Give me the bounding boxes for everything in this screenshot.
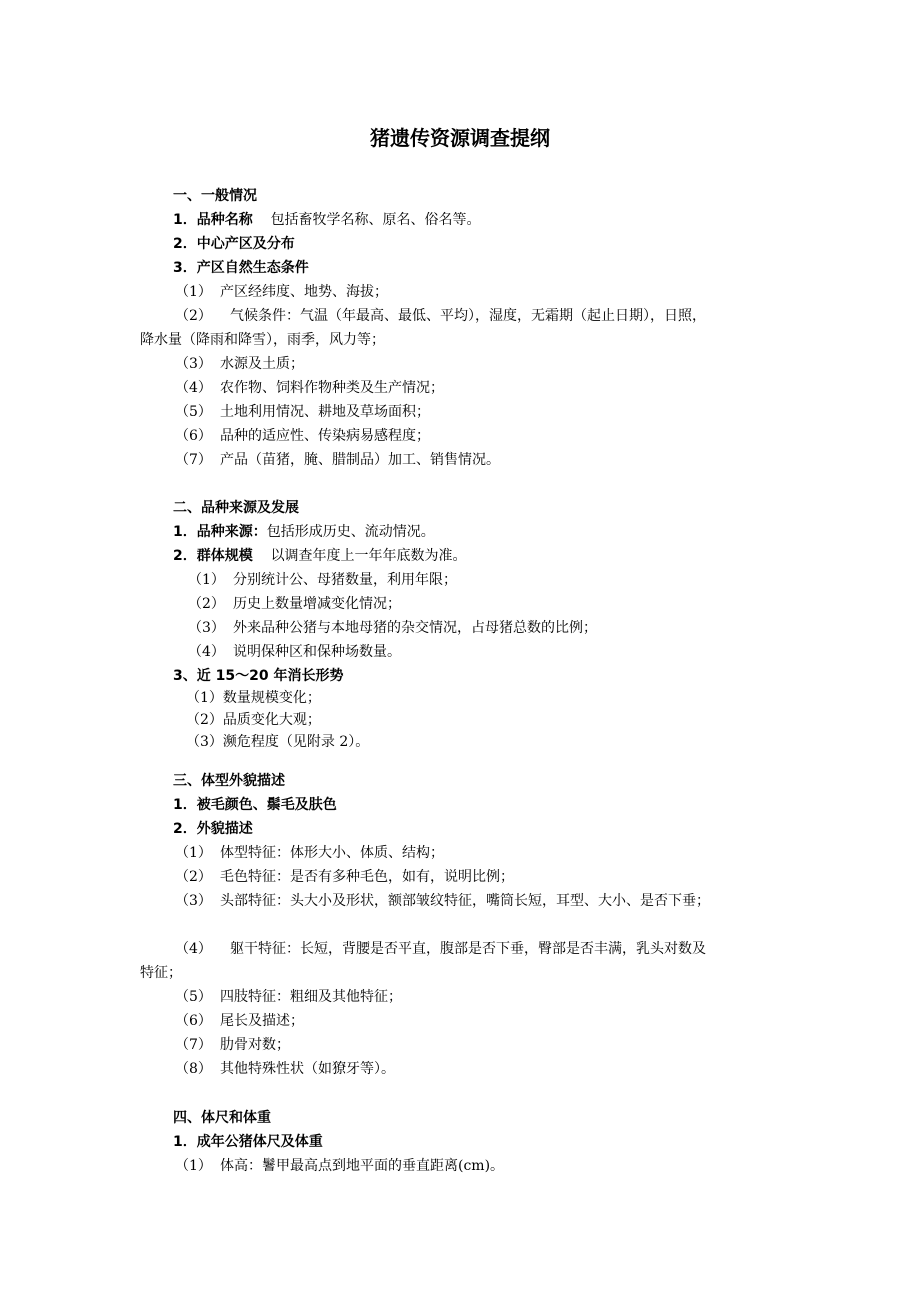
section-2-heading: 二、品种来源及发展 xyxy=(173,500,299,516)
s3-sub-7-num: （7） xyxy=(175,1037,212,1053)
s3-sub-2 xyxy=(175,867,514,887)
s1-item-3: 3．产区自然生态条件 xyxy=(173,260,309,276)
s3-sub-7-text: 肋骨对数； xyxy=(220,1037,290,1053)
document-title: 猪遗传资源调查提纲 xyxy=(370,126,550,150)
s1-sub-5 xyxy=(175,402,430,422)
s1-sub-7-num: （7） xyxy=(175,452,212,468)
s2-sub-2-num: （2） xyxy=(188,596,225,612)
s3-sub-4-text-a: 躯干特征：长短，背腰是否平直，腹部是否下垂，臀部是否丰满，乳头对数及 xyxy=(230,941,706,957)
s1-item-1-label: 1．品种名称 xyxy=(173,212,253,228)
s3-sub-3-num: （3） xyxy=(175,893,212,909)
s2-sub-3-text: 外来品种公猪与本地母猪的杂交情况，占母猪总数的比例； xyxy=(233,620,597,636)
s1-item-1-text: 包括畜牧学名称、原名、俗名等。 xyxy=(270,212,481,228)
s2-sub-3 xyxy=(188,618,597,638)
s2-sub-1 xyxy=(188,570,457,590)
s3-sub-1 xyxy=(175,843,444,863)
s3-sub-8 xyxy=(175,1059,395,1079)
s2-sub-2 xyxy=(188,594,401,614)
s2-sub-1-num: （1） xyxy=(188,572,225,588)
s4-sub-1 xyxy=(175,1156,504,1176)
s1-sub-2-cont: 降水量（降雨和降雪），雨季，风力等； xyxy=(140,332,385,348)
s1-sub-2 xyxy=(175,306,706,326)
s3-sub-4-cont: 特征； xyxy=(140,965,182,981)
s3-sub-8-text: 其他特殊性状（如獠牙等）。 xyxy=(220,1061,395,1077)
s3-sub-5 xyxy=(175,987,402,1007)
s2-sub-1-text: 分别统计公、母猪数量，利用年限； xyxy=(233,572,457,588)
section-3-heading: 三、体型外貌描述 xyxy=(173,773,285,789)
s3-sub-3 xyxy=(175,891,710,911)
s1-sub-1-text: 产区经纬度、地势、海拔； xyxy=(220,284,388,300)
s1-sub-3-text: 水源及土质； xyxy=(220,356,304,372)
s3-sub-4 xyxy=(175,939,706,959)
s3-sub-3-text: 头部特征：头大小及形状，额部皱纹特征，嘴筒长短，耳型、大小、是否下垂； xyxy=(220,893,710,909)
s1-sub-2-text-a: 气候条件：气温（年最高、最低、平均），湿度，无霜期（起止日期），日照， xyxy=(230,308,706,324)
s1-sub-6-num: （6） xyxy=(175,428,212,444)
s2-item-1-text: 包括形成历史、流动情况。 xyxy=(266,524,435,540)
section-1-heading: 一、一般情况 xyxy=(173,188,257,204)
s3-sub-6-num: （6） xyxy=(175,1013,212,1029)
s3-item-2: 2．外貌描述 xyxy=(173,821,253,837)
s2-sub-4-num: （4） xyxy=(188,644,225,660)
s3-sub-5-num: （5） xyxy=(175,989,212,1005)
s1-item-1 xyxy=(173,210,481,230)
s3-sub-7 xyxy=(175,1035,290,1055)
s1-sub-7 xyxy=(175,450,500,470)
s3-sub-4-num: （4） xyxy=(175,941,212,957)
s1-sub-2-num: （2） xyxy=(175,308,212,324)
s2-sub-4 xyxy=(188,642,401,662)
s4-sub-1-text: 体高：鬐甲最高点到地平面的垂直距离(cm)。 xyxy=(220,1158,505,1174)
s2-sub-2-text: 历史上数量增减变化情况； xyxy=(233,596,401,612)
s1-item-2: 2．中心产区及分布 xyxy=(173,236,295,252)
s3-sub-1-text: 体型特征：体形大小、体质、结构； xyxy=(220,845,444,861)
s1-sub-7-text: 产品（苗猪，腌、腊制品）加工、销售情况。 xyxy=(220,452,500,468)
s1-sub-6-text: 品种的适应性、传染病易感程度； xyxy=(220,428,430,444)
s1-sub-1 xyxy=(175,282,388,302)
s1-sub-5-num: （5） xyxy=(175,404,212,420)
s2-item-2-text: 以调查年度上一年年底数为准。 xyxy=(270,548,467,564)
s2-item-1 xyxy=(173,522,435,542)
s1-sub-5-text: 土地利用情况、耕地及草场面积； xyxy=(220,404,430,420)
s1-sub-4-num: （4） xyxy=(175,380,212,396)
s2-trend-3: （3）濒危程度（见附录 2）。 xyxy=(186,734,370,750)
s3-sub-1-num: （1） xyxy=(175,845,212,861)
section-4-heading: 四、体尺和体重 xyxy=(173,1110,271,1126)
s3-item-1: 1．被毛颜色、鬃毛及肤色 xyxy=(173,797,337,813)
s4-item-1: 1．成年公猪体尺及体重 xyxy=(173,1134,323,1150)
s2-item-2 xyxy=(173,546,467,566)
s2-item-3: 3、近 15～20 年消长形势 xyxy=(173,668,344,684)
s3-sub-2-num: （2） xyxy=(175,869,212,885)
s1-sub-1-num: （1） xyxy=(175,284,212,300)
s2-trend-1: （1）数量规模变化； xyxy=(186,690,321,706)
s1-sub-3-num: （3） xyxy=(175,356,212,372)
s3-sub-6 xyxy=(175,1011,304,1031)
s2-item-2-label: 2．群体规模 xyxy=(173,548,253,564)
s4-sub-1-num: （1） xyxy=(175,1158,212,1174)
s2-sub-4-text: 说明保种区和保种场数量。 xyxy=(233,644,401,660)
s1-sub-4 xyxy=(175,378,444,398)
s2-sub-3-num: （3） xyxy=(188,620,225,636)
s3-sub-2-text: 毛色特征：是否有多种毛色，如有，说明比例； xyxy=(220,869,514,885)
s3-sub-8-num: （8） xyxy=(175,1061,212,1077)
s1-sub-4-text: 农作物、饲料作物种类及生产情况； xyxy=(220,380,444,396)
s3-sub-5-text: 四肢特征：粗细及其他特征； xyxy=(220,989,402,1005)
s1-sub-3 xyxy=(175,354,304,374)
s3-sub-6-text: 尾长及描述； xyxy=(220,1013,304,1029)
s1-sub-6 xyxy=(175,426,430,446)
s2-item-1-label: 1．品种来源： xyxy=(173,524,267,540)
s2-trend-2: （2）品质变化大观； xyxy=(186,712,321,728)
